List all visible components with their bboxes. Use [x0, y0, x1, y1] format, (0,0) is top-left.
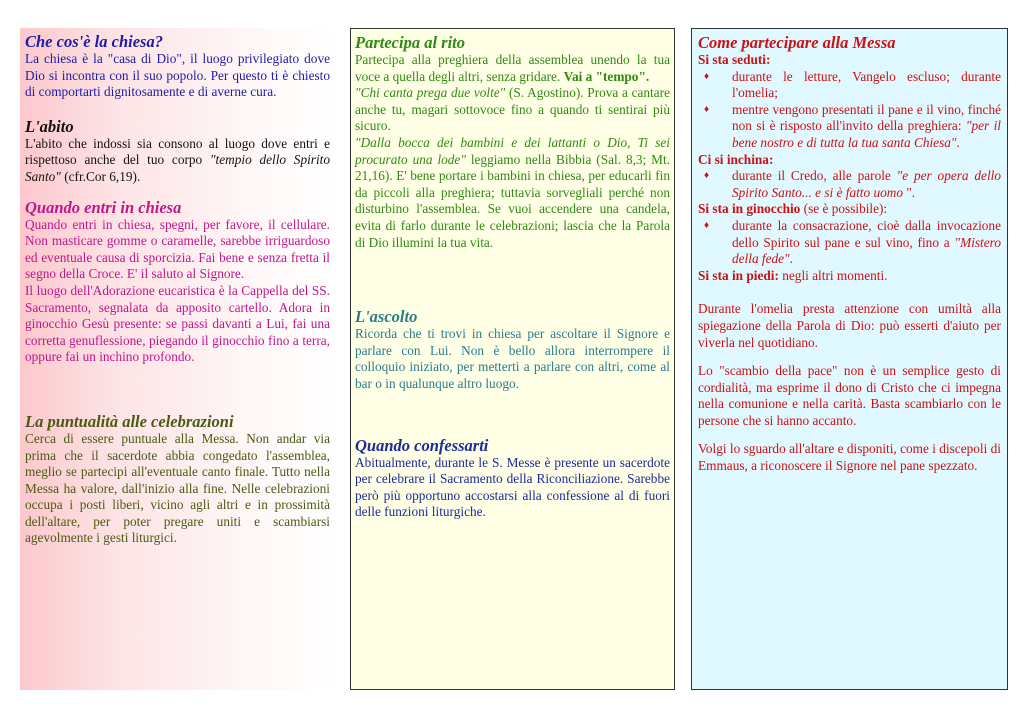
- text-enter-2: Il luogo dell'Adorazione eucaristica è la Cappella del SS. Sacramento, segnalata da apposito cartello. Adora in ginocchio Gesù presente: se passi davanti a Lui, fai una corretta genuflessione, piegando il ginocchio fino a terra, oppure fai un inchino profondo.: [25, 282, 330, 365]
- stand-text: negli altri momenti.: [778, 267, 888, 283]
- text-punctuality: Cerca di essere puntuale alla Messa. Non andar via prima che il sacerdote abbia congedato l'assemblea, meglio se partecipi all'eventuale canto finale. Tutto nella Messa ha valore, dall'inizio alla fine. Nelle celebrazioni occupa i posti liberi, vicino agli altri e in prossimità dell'altare, per poter pregare uniti e scambiarsi agevolmente i gesti liturgici.: [25, 430, 330, 546]
- label-seated: Si sta seduti:: [698, 52, 771, 67]
- heading-rite: Partecipa al rito: [355, 33, 465, 52]
- column-left: [20, 28, 336, 690]
- seated-item-2-end: .: [956, 134, 960, 150]
- text-dress-ref: (cfr.Cor 6,19).: [60, 168, 141, 184]
- list-item: [698, 102, 1001, 152]
- section-punctuality: [25, 412, 330, 547]
- list-seated: [698, 69, 1001, 152]
- label-kneel-line: [698, 201, 1001, 218]
- section-dress: [25, 117, 330, 186]
- text-homily: Durante l'omelia presta attenzione con umiltà alla spiegazione della Parola di Dio: può esserti d'aiuto per viverla nel quotidiano.: [698, 301, 1001, 350]
- kneel-item-1-quote: "Mistero della fede": [732, 234, 1001, 267]
- heading-dress: L'abito: [25, 116, 74, 136]
- text-church: La chiesa è la "casa di Dio", il luogo privilegiato dove Dio si incontra con il suo popolo. Per questo ti è chiesto di comportarti dignitosamente e di averne cura.: [25, 51, 330, 100]
- quote-augustine: "Chi canta prega due volte": [355, 85, 506, 101]
- list-kneel: [698, 218, 1001, 268]
- seated-item-2: mentre vengono presentati il pane e il vino, finché non si è risposto all'invito della preghiera:: [732, 101, 1001, 134]
- seated-item-1: durante le letture, Vangelo escluso; durante l'omelia;: [732, 68, 1001, 101]
- list-bow: [698, 168, 1001, 201]
- text-enter-1: Quando entri in chiesa, spegni, per favore, il cellulare. Non masticare gomme o caramelle, sarebbe irriguardoso ed eventuale causa di sporcizia. Fai bene e senza fretta il segno della Croce. E' il saluto al Signore.: [25, 216, 330, 282]
- bow-item-1-end: ".: [903, 184, 916, 200]
- list-item: [698, 69, 1001, 102]
- text-listening: Ricorda che ti trovi in chiesa per ascoltare il Signore e parlare con Lui. Non è bello allora interrompere il colloquio iniziato, per metterti a parlare con altri, come al bar o in qualunque altro luogo.: [355, 326, 670, 391]
- text-rite-1-bold: Vai a "tempo".: [563, 68, 650, 84]
- heading-enter: Quando entri in chiesa: [25, 197, 182, 217]
- bow-item-1: durante il Credo, alle parole: [732, 168, 897, 184]
- heading-confession: Quando confessarti: [355, 435, 489, 455]
- section-enter: [25, 198, 330, 366]
- heading-listening: L'ascolto: [355, 307, 418, 327]
- heading-punctuality: La puntualità alle celebrazioni: [25, 411, 234, 431]
- seated-item-2-quote: "per il bene nostro e di tutta la tua santa Chiesa": [732, 118, 1001, 150]
- text-rite-3-main: leggiamo nella Bibbia (Sal. 8,3; Mt. 21,16). E' bene portare i bambini in chiesa, per educarli fin da piccoli alla preghiera; tuttavia sorvegliali perché non disturbino l'assemblea. Se vuoi accendere una candela, evita di farlo durante le celebrazioni; lascia che la Parola di Dio illumini la tua vita.: [355, 151, 671, 250]
- text-rite-2-main: (S. Agostino). Prova a cantare anche tu, magari sottovoce fino a quando ti sentirai più sicuro.: [355, 85, 670, 134]
- section-rite: [355, 33, 670, 251]
- text-rite-2: [355, 85, 670, 135]
- text-dress-main: L'abito che indossi sia consono al luogo dove entri e rispettoso anche del tuo corpo: [25, 135, 330, 168]
- text-dress: [25, 136, 330, 186]
- section-confession: [355, 436, 670, 521]
- text-confession: Abitualmente, durante le S. Messe è presente un sacerdote per celebrare il Sacramento della Riconciliazione. Sarebbe però più opportuno accostarsi alla confessione al di fuori delle funzioni liturgiche.: [355, 454, 670, 520]
- bow-item-1-quote: "e per opera dello Spirito Santo... e si è fatto uomo: [732, 168, 1001, 200]
- heading-mass: Come partecipare alla Messa: [698, 33, 896, 52]
- section-church: [25, 32, 330, 101]
- text-peace: Lo "scambio della pace" non è un semplice gesto di cordialità, ma esprime il dono di Cristo che ci impegna nella comunione e nella carità. Basta scambiarlo con le persone che si hanno accanto.: [698, 363, 1001, 428]
- list-item: [698, 218, 1001, 268]
- label-stand: Si sta in piedi:: [698, 267, 779, 283]
- kneel-item-1: durante la consacrazione, cioè dalla invocazione dello Spirito sul pane e sul vino, fino a: [732, 217, 1001, 250]
- label-bow: Ci si inchina:: [698, 151, 774, 167]
- text-dress-quote: "tempio dello Spirito Santo": [25, 152, 331, 184]
- quote-bible: "Dalla bocca dei bambini e dei lattanti o Dio, Ti sei procurato una lode": [355, 134, 670, 167]
- kneel-note: (se è possibile):: [800, 201, 888, 217]
- column-right: [691, 28, 1008, 690]
- list-item: [698, 168, 1001, 201]
- heading-church: Che cos'è la chiesa?: [25, 32, 163, 51]
- text-rite-3: [355, 135, 670, 251]
- text-rite-1: [355, 52, 670, 85]
- label-stand-line: [698, 268, 1001, 285]
- column-middle: [350, 28, 675, 690]
- text-rite-1-main: Partecipa alla preghiera della assemblea unendo la tua voce a quella degli altri, senza gridare.: [355, 52, 670, 84]
- label-kneel: Si sta in ginocchio: [698, 201, 801, 217]
- kneel-item-1-end: .: [789, 251, 793, 267]
- text-emmaus: Volgi lo sguardo all'altare e disponiti, come i discepoli di Emmaus, a riconoscere il Signore nel pane spezzato.: [698, 441, 1001, 474]
- section-listening: [355, 307, 670, 392]
